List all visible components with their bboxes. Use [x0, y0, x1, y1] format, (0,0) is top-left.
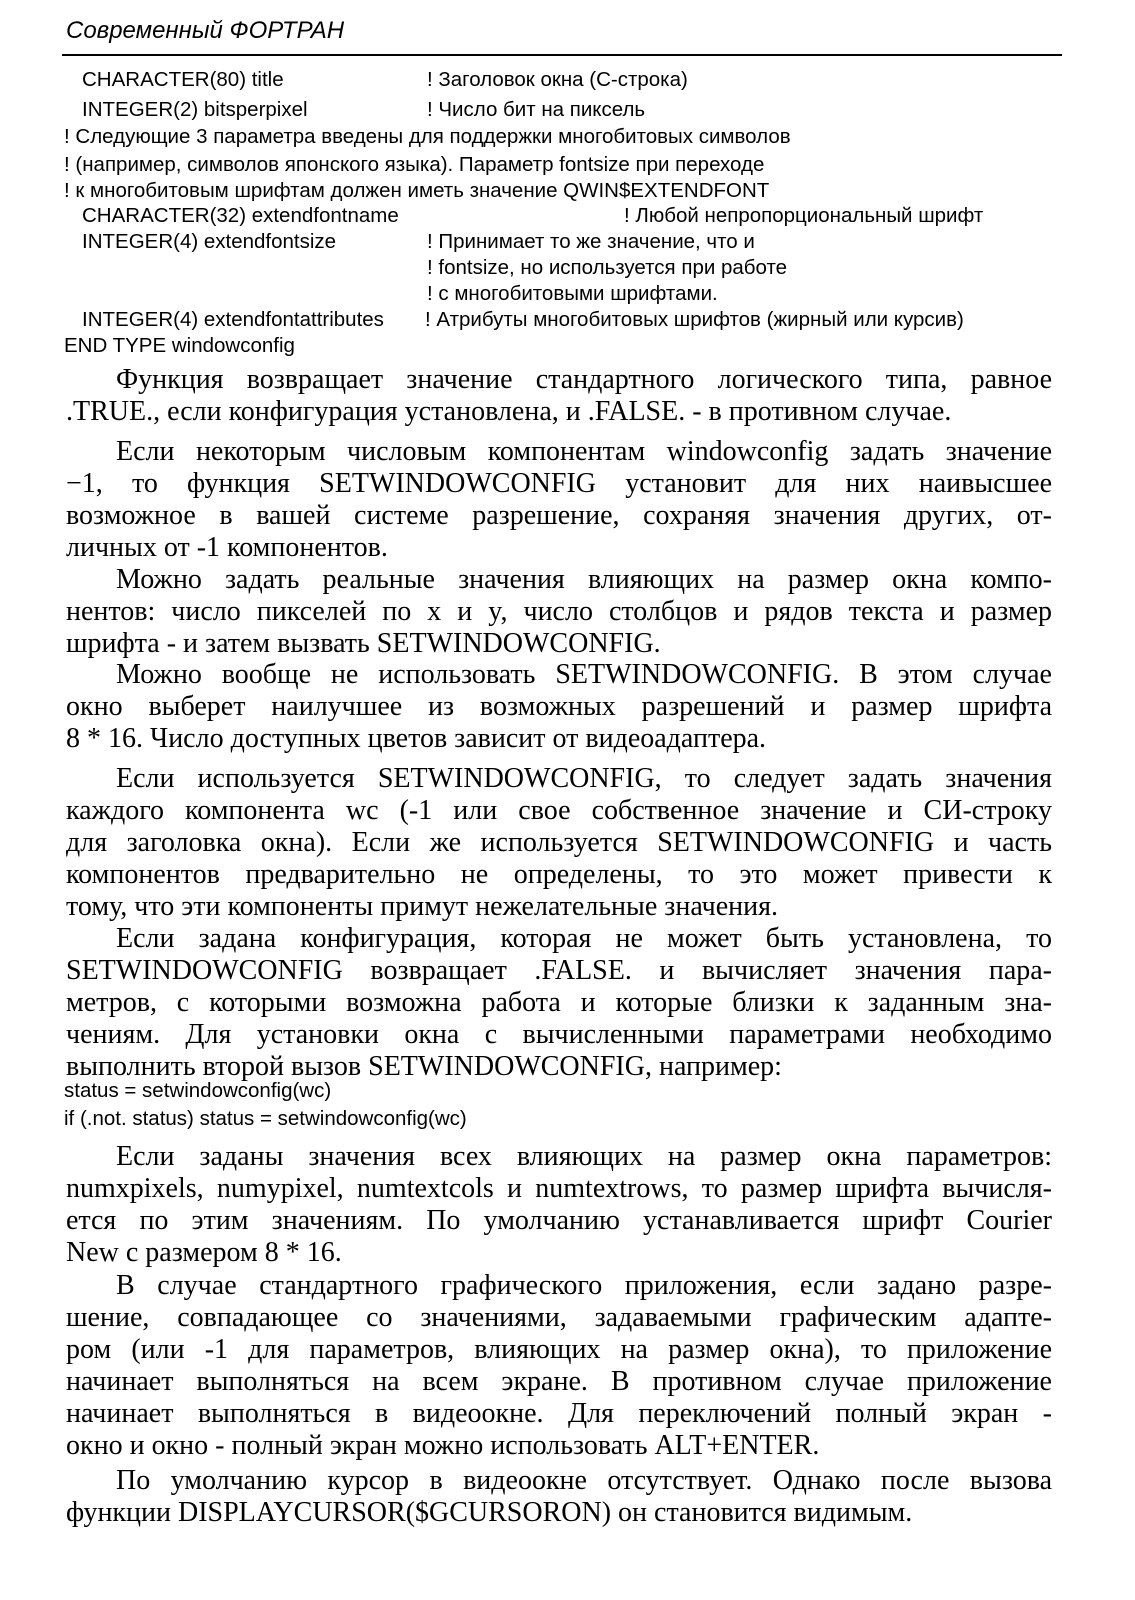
paragraph	[66, 564, 1052, 660]
text-line: компонентов предварительно не определены, то это может привести к	[66, 859, 1052, 890]
text-line: возможное в вашей системе разрешение, сохраняя значения других, от-	[66, 500, 1052, 531]
paragraph	[66, 364, 1052, 428]
paragraph	[66, 436, 1052, 564]
text-line: В случае стандартного графического приложения, если задано разре-	[116, 1270, 1052, 1301]
code-decl: INTEGER(4) extendfontsize	[82, 230, 337, 253]
text-line: Если используется SETWINDOWCONFIG, то следует задать значения	[116, 763, 1052, 794]
text-line: шение, совпадающее со значениями, задаваемыми графическим адапте-	[66, 1302, 1052, 1333]
paragraph	[66, 923, 1052, 1083]
paragraph	[66, 1141, 1052, 1269]
code-decl: CHARACTER(32) extendfontname	[82, 204, 399, 227]
paragraph	[66, 1270, 1052, 1462]
code-comment: ! Любой непропорциональный шрифт	[624, 204, 984, 227]
paragraph	[66, 659, 1052, 755]
code-comment: ! Заголовок окна (С-строка)	[427, 68, 688, 91]
text-line: .TRUE., если конфигурация установлена, и .FALSE. - в противном случае.	[66, 396, 952, 427]
paragraph	[66, 763, 1052, 923]
text-line: нентов: число пикселей по x и y, число столбцов и рядов текста и размер	[66, 596, 1052, 627]
code-comment: ! Число бит на пиксель	[427, 98, 646, 121]
text-line: numxpixels, numypixel, numtextcols и numtextrows, то размер шрифта вычисля-	[66, 1173, 1052, 1204]
text-line: Если некоторым числовым компонентам windowconfig задать значение	[116, 436, 1052, 467]
text-line: метров, с которыми возможна работа и которые близки к заданным зна-	[66, 987, 1052, 1018]
code-decl: CHARACTER(80) title	[82, 68, 284, 91]
text-line: функции DISPLAYCURSOR($GCURSORON) он становится видимым.	[66, 1497, 913, 1528]
text-line: По умолчанию курсор в видеоокне отсутствует. Однако после вызова	[116, 1465, 1052, 1496]
text-line: 8 * 16. Число доступных цветов зависит от видеоадаптера.	[66, 723, 767, 754]
text-line: ром (или -1 для параметров, влияющих на размер окна), то приложение	[66, 1334, 1052, 1365]
text-line: Если задана конфигурация, которая не может быть установлена, то	[116, 923, 1052, 954]
code-comment: ! с многобитовыми шрифтами.	[427, 282, 718, 305]
code-comment-line: ! (например, символов японского языка). Параметр fontsize при переходе	[64, 153, 765, 176]
text-line: окно и окно - полный экран можно использовать ALT+ENTER.	[66, 1430, 820, 1461]
code-decl: INTEGER(2) bitsperpixel	[82, 98, 308, 121]
text-line: личных от -1 компонентов.	[66, 532, 388, 563]
header-rule	[62, 54, 1062, 56]
text-line: Если заданы значения всех влияющих на размер окна параметров:	[116, 1141, 1052, 1172]
code-comment: ! fontsize, но используется при работе	[427, 256, 788, 279]
text-line: Можно задать реальные значения влияющих на размер окна компо-	[116, 564, 1052, 595]
text-line: −1, то функция SETWINDOWCONFIG установит для них наивысшее	[66, 468, 1052, 499]
text-line: для заголовка окна). Если же используется SETWINDOWCONFIG и часть	[66, 827, 1052, 858]
text-line: Можно вообще не использовать SETWINDOWCONFIG. В этом случае	[116, 659, 1052, 690]
text-line: каждого компонента wc (-1 или свое собственное значение и СИ-строку	[66, 795, 1052, 826]
text-line: начинает выполняться в видеоокне. Для переключений полный экран -	[66, 1398, 1052, 1429]
paragraph	[66, 1465, 1052, 1529]
text-line: чениям. Для установки окна с вычисленными параметрами необходимо	[66, 1019, 1052, 1050]
code-comment: ! Атрибуты многобитовых шрифтов (жирный или курсив)	[425, 308, 964, 331]
running-head: Современный ФОРТРАН	[66, 17, 345, 44]
code-comment: ! Принимает то же значение, что и	[427, 230, 755, 253]
text-line: ется по этим значениям. По умолчанию устанавливается шрифт Courier	[66, 1205, 1052, 1236]
text-line: New с размером 8 * 16.	[66, 1237, 342, 1268]
code-example-line: if (.not. status) status = setwindowconfig(wc)	[64, 1107, 467, 1130]
code-comment-line: ! Следующие 3 параметра введены для поддержки многобитовых символов	[64, 125, 791, 148]
text-line: тому, что эти компоненты примут нежелательные значения.	[66, 891, 778, 922]
text-line: выполнить второй вызов SETWINDOWCONFIG, например:	[66, 1051, 782, 1082]
code-end-type: END TYPE windowconfig	[64, 334, 295, 357]
text-line: начинает выполняться на всем экране. В противном случае приложение	[66, 1366, 1052, 1397]
text-line: Функция возвращает значение стандартного логического типа, равное	[116, 364, 1052, 395]
code-example-line: status = setwindowconfig(wc)	[64, 1079, 332, 1102]
code-decl: INTEGER(4) extendfontattributes	[82, 308, 384, 331]
text-line: шрифта - и затем вызвать SETWINDOWCONFIG.	[66, 628, 661, 659]
text-line: окно выберет наилучшее из возможных разрешений и размер шрифта	[66, 691, 1052, 722]
text-line: SETWINDOWCONFIG возвращает .FALSE. и вычисляет значения пара-	[66, 955, 1052, 986]
code-comment-line: ! к многобитовым шрифтам должен иметь значение QWIN$EXTENDFONT	[64, 179, 770, 202]
